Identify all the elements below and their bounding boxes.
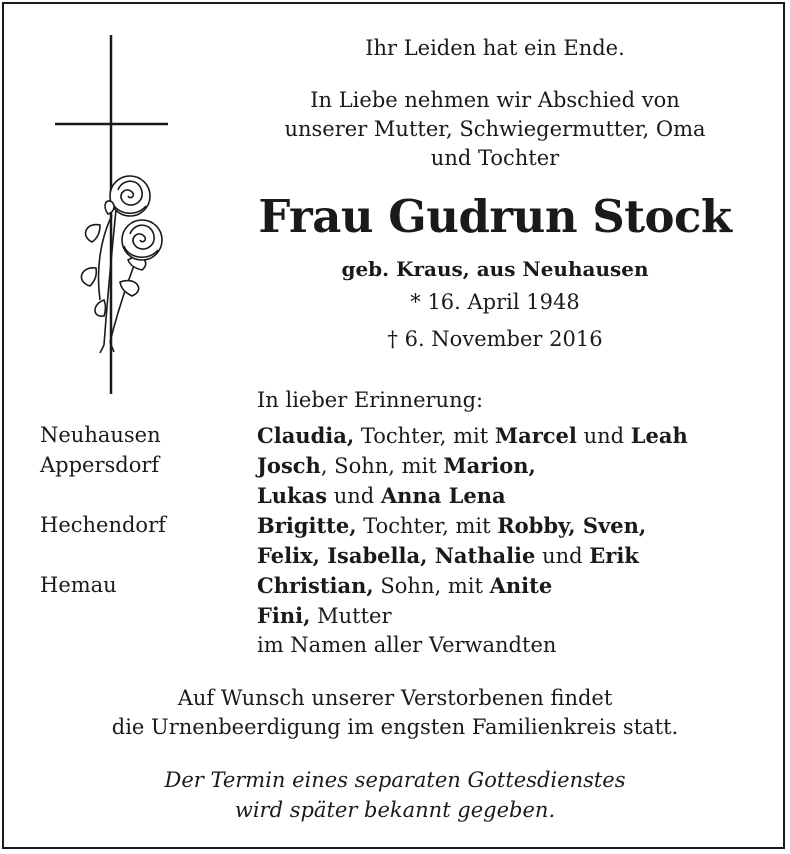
death-date: † 6. November 2016 (387, 327, 603, 351)
member-name: Felix, Isabella, Nathalie (257, 543, 536, 568)
funeral-line: die Urnenbeerdigung im engsten Familienkreis statt. (111, 715, 679, 739)
member-name: Brigitte, (257, 513, 357, 538)
intro-text (0, 86, 790, 173)
family-members (257, 513, 688, 543)
member-name: Anite (489, 573, 553, 598)
family-members (257, 543, 688, 573)
member-name: Robby, Sven, (497, 513, 647, 538)
member-name: Erik (589, 543, 639, 568)
intro-line: In Liebe nehmen wir Abschied von (310, 88, 680, 112)
maiden-name: geb. Kraus, aus Neuhausen (341, 257, 649, 281)
member-name: Lukas (257, 483, 328, 508)
opening-line: Ihr Leiden hat ein Ende. (365, 36, 625, 60)
member-name: Marcel (494, 423, 577, 448)
funeral-line: Auf Wunsch unserer Verstorbenen findet (177, 686, 613, 710)
family-place (40, 483, 257, 513)
memory-heading: In lieber Erinnerung: (257, 388, 484, 412)
family-members (257, 603, 688, 633)
family-members (257, 423, 688, 453)
family-members (257, 483, 688, 513)
family-row (40, 543, 688, 573)
member-relation: Tochter, mit (356, 514, 498, 538)
family-list (40, 423, 688, 663)
family-row (40, 603, 688, 633)
family-row (40, 423, 688, 453)
family-members (257, 453, 688, 483)
family-members (257, 633, 688, 663)
family-row (40, 453, 688, 483)
member-name: Leah (630, 423, 688, 448)
member-relation: Sohn, mit (373, 574, 490, 598)
member-relation: und (535, 544, 590, 568)
member-name: Josch (257, 453, 321, 478)
family-row (40, 513, 688, 543)
service-line: wird später bekannt gegeben. (234, 798, 556, 822)
family-place (40, 603, 257, 633)
family-place: Hechendorf (40, 513, 166, 537)
family-place: Appersdorf (40, 453, 160, 477)
member-name: Anna Lena (380, 483, 506, 508)
family-place (40, 543, 257, 573)
family-place (40, 633, 257, 663)
funeral-info (0, 684, 790, 742)
intro-line: und Tochter (430, 146, 560, 170)
birth-date: * 16. April 1948 (410, 290, 580, 314)
member-name: Fini, (257, 603, 311, 628)
family-members (257, 573, 688, 603)
member-name: Claudia, (257, 423, 355, 448)
service-line: Der Termin eines separaten Gottesdienstes (164, 768, 626, 792)
member-relation: Mutter (310, 604, 392, 628)
intro-line: unserer Mutter, Schwiegermutter, Oma (284, 117, 706, 141)
deceased-name: Frau Gudrun Stock (258, 190, 732, 243)
member-relation: , Sohn, mit (320, 454, 444, 478)
member-relation: und (576, 424, 631, 448)
family-row (40, 483, 688, 513)
service-note (0, 765, 790, 825)
member-relation: und (327, 484, 381, 508)
member-name: Christian, (257, 573, 374, 598)
family-place: Hemau (40, 573, 117, 597)
member-name: Marion, (443, 453, 536, 478)
family-row (40, 573, 688, 603)
family-place: Neuhausen (40, 423, 161, 447)
member-relation: im Namen aller Verwandten (257, 633, 557, 657)
member-relation: Tochter, mit (354, 424, 495, 448)
family-row (40, 633, 688, 663)
